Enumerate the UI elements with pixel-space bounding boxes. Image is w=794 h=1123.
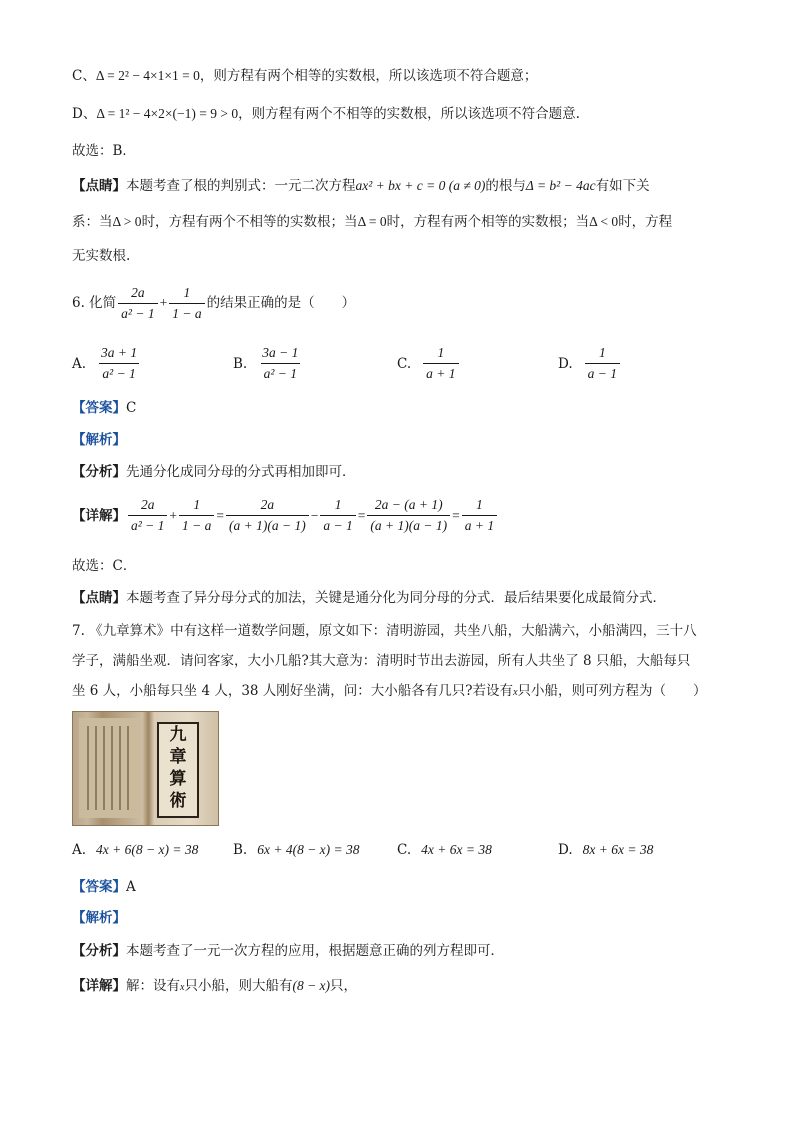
denominator: 1 − a	[169, 303, 204, 323]
numerator: 1	[193, 497, 201, 512]
q6-choose: 故选：C．	[72, 558, 137, 574]
detail-fraction	[320, 496, 355, 535]
q6-option-b	[233, 344, 303, 383]
big-boat-expression: (8 − x)	[292, 978, 331, 993]
plus-sign: +	[169, 507, 178, 523]
option-label: C.	[397, 355, 412, 372]
option-fraction	[259, 344, 301, 383]
detail-fraction	[128, 496, 167, 535]
variable-x: x	[180, 982, 185, 993]
delta-expression: Δ = 1² − 4×2×(−1) = 9 > 0	[96, 106, 239, 121]
equals-sign: =	[452, 507, 460, 523]
numerator: 2a − (a + 1)	[374, 497, 443, 512]
q6-answer	[72, 398, 136, 418]
numerator: 2a	[140, 497, 155, 512]
analysis-tag: 【解析】	[72, 910, 126, 926]
fenxi-tag: 【分析】	[72, 943, 126, 959]
numerator: 1	[437, 345, 445, 360]
numerator: 3a + 1	[101, 345, 138, 360]
option-label: D.	[558, 355, 573, 372]
detail-fraction	[367, 496, 450, 535]
q6-fenxi	[72, 462, 356, 482]
stem-prefix: 6. 化简	[72, 295, 117, 311]
denominator: a² − 1	[128, 515, 167, 535]
tip-line-1	[72, 176, 650, 196]
option-equation: 4x + 6x = 38	[421, 842, 492, 857]
question-6-stem	[72, 283, 355, 323]
q7-answer	[72, 877, 136, 897]
line-text: ，则方程有两个相等的实数根，所以该选项不符合题意；	[199, 68, 538, 84]
title-char: 九	[169, 725, 187, 745]
detail-text: 只，	[330, 978, 358, 994]
title-char: 算	[169, 769, 187, 789]
q7-stem-line-3	[72, 681, 707, 703]
denominator: a + 1	[462, 515, 497, 535]
q7-stem-line-2: 学子，满船坐观．请问客家，大小几船?其大意为：清明时节出去游园，所有人共坐了 8 只船，大船每只	[72, 653, 691, 669]
equals-sign: =	[357, 507, 366, 523]
tip-text: 时，方程	[618, 214, 673, 230]
discriminant: Δ = b² − 4ac	[525, 178, 596, 193]
tip-tag: 【点睛】	[72, 178, 126, 194]
title-char: 術	[169, 791, 187, 811]
jiuzhang-book-image	[72, 711, 219, 826]
minus-sign: −	[310, 507, 319, 523]
denominator: a − 1	[585, 363, 620, 383]
choose-line: 故选：B．	[72, 143, 136, 159]
denominator: a + 1	[423, 363, 458, 383]
detail-fraction	[226, 496, 309, 535]
option-equation: 6x + 4(8 − x) = 38	[257, 842, 360, 857]
numerator: 1	[476, 497, 483, 512]
quadratic-equation: ax² + bx + c = 0 (a ≠ 0)	[355, 178, 486, 193]
tip-text: 的根与	[485, 178, 526, 194]
tip-text: 时，方程有两个不相等的实数根；当	[141, 214, 358, 230]
tip-text: 本题考查了异分母分式的加法，关键是通分化为同分母的分式．最后结果要化成最简分式．	[126, 590, 666, 606]
q6-option-d	[558, 344, 622, 383]
text-column	[111, 726, 113, 810]
tip-line-2	[72, 212, 672, 232]
option-label: D.	[558, 842, 573, 858]
tip-text: 有如下关	[595, 178, 650, 194]
denominator: a² − 1	[99, 363, 138, 383]
option-fraction	[423, 344, 458, 383]
q6-tip	[72, 588, 666, 608]
tip-text: 系：当	[72, 214, 113, 230]
tip-line-3: 无实数根.	[72, 248, 131, 264]
denominator: a − 1	[320, 515, 355, 535]
stem-suffix: 的结果正确的是（ ）	[206, 295, 356, 311]
q6-analysis-tag	[72, 430, 126, 450]
answer-value: C	[126, 400, 137, 416]
option-label: C.	[397, 842, 412, 858]
option-fraction	[98, 344, 140, 383]
detail-text: 解：设有	[126, 978, 180, 994]
option-label: A.	[72, 842, 87, 858]
text-column	[127, 726, 129, 810]
denominator: 1 − a	[179, 515, 214, 535]
q6-option-a	[72, 344, 142, 383]
variable-x: x	[513, 687, 518, 698]
tip-text: 时，方程有两个相等的实数根；当	[386, 214, 590, 230]
option-equation: 4x + 6(8 − x) = 38	[96, 842, 199, 857]
numerator: 3a − 1	[262, 345, 299, 360]
fenxi-tag: 【分析】	[72, 464, 126, 480]
denominator: a² − 1	[261, 363, 300, 383]
q7-option-a	[72, 842, 198, 858]
detail-fraction	[462, 496, 497, 535]
text-column	[119, 726, 121, 810]
plus-sign: +	[159, 295, 168, 310]
q7-option-c	[397, 842, 492, 858]
option-prefix: D、	[72, 106, 97, 122]
q7-option-d	[558, 842, 653, 858]
stem-fraction-2	[169, 284, 204, 323]
q7-fenxi	[72, 941, 504, 961]
fenxi-text: 先通分化成同分母的分式再相加即可．	[126, 464, 356, 480]
numerator: 2a	[131, 284, 145, 300]
q6-detail	[72, 496, 499, 535]
text-column	[95, 726, 97, 810]
answer-value: A	[126, 879, 136, 895]
denominator: a² − 1	[118, 303, 157, 323]
condition-negative: Δ < 0	[589, 214, 619, 229]
condition-positive: Δ > 0	[112, 214, 142, 229]
delta-expression: Δ = 2² − 4×1×1 = 0	[95, 68, 200, 83]
numerator: 1	[183, 284, 191, 300]
stem-text: 坐 6 人，小船每只坐 4 人，38 人刚好坐满，问：大小船各有几只?若设有	[72, 683, 514, 699]
answer-tag: 【答案】	[72, 400, 126, 416]
numerator: 1	[334, 497, 342, 512]
detail-text: 只小船，则大船有	[184, 978, 293, 994]
answer-tag: 【答案】	[72, 879, 126, 895]
solution-line-c	[72, 66, 537, 86]
tip-text: 本题考查了根的判别式：一元二次方程	[126, 178, 356, 194]
option-label: B.	[233, 842, 248, 858]
equals-sign: =	[216, 507, 225, 523]
q7-detail	[72, 976, 357, 998]
detail-tag: 【详解】	[72, 978, 126, 994]
title-char: 章	[169, 747, 187, 767]
text-column	[87, 726, 89, 810]
q7-analysis-tag	[72, 908, 126, 928]
numerator: 2a	[260, 497, 275, 512]
analysis-tag: 【解析】	[72, 432, 126, 448]
book-title-label	[157, 722, 199, 818]
line-text: ，则方程有两个不相等的实数根，所以该选项不符合题意.	[238, 106, 580, 122]
q6-option-c	[397, 344, 461, 383]
q7-option-b	[233, 842, 360, 858]
detail-fraction	[179, 496, 214, 535]
option-label: A.	[72, 355, 87, 372]
stem-text: 只小船，则可列方程为（ ）	[517, 683, 707, 699]
option-prefix: C、	[72, 68, 96, 84]
numerator: 1	[598, 345, 606, 360]
denominator: (a + 1)(a − 1)	[367, 515, 450, 535]
fenxi-text: 本题考查了一元一次方程的应用，根据题意正确的列方程即可．	[126, 943, 504, 959]
text-column	[103, 726, 105, 810]
option-fraction	[585, 344, 620, 383]
stem-fraction-1	[118, 284, 157, 323]
denominator: (a + 1)(a − 1)	[226, 515, 309, 535]
condition-zero: Δ = 0	[357, 214, 387, 229]
option-label: B.	[233, 355, 248, 372]
detail-tag: 【详解】	[72, 507, 126, 524]
tip-tag: 【点睛】	[72, 590, 126, 606]
solution-line-d	[72, 104, 580, 124]
option-equation: 8x + 6x = 38	[582, 842, 654, 857]
q7-stem-line-1: 7. 《九章算术》中有这样一道数学问题，原文如下：清明游园，共坐八船，大船满六，小船满四，三十八	[72, 623, 697, 639]
